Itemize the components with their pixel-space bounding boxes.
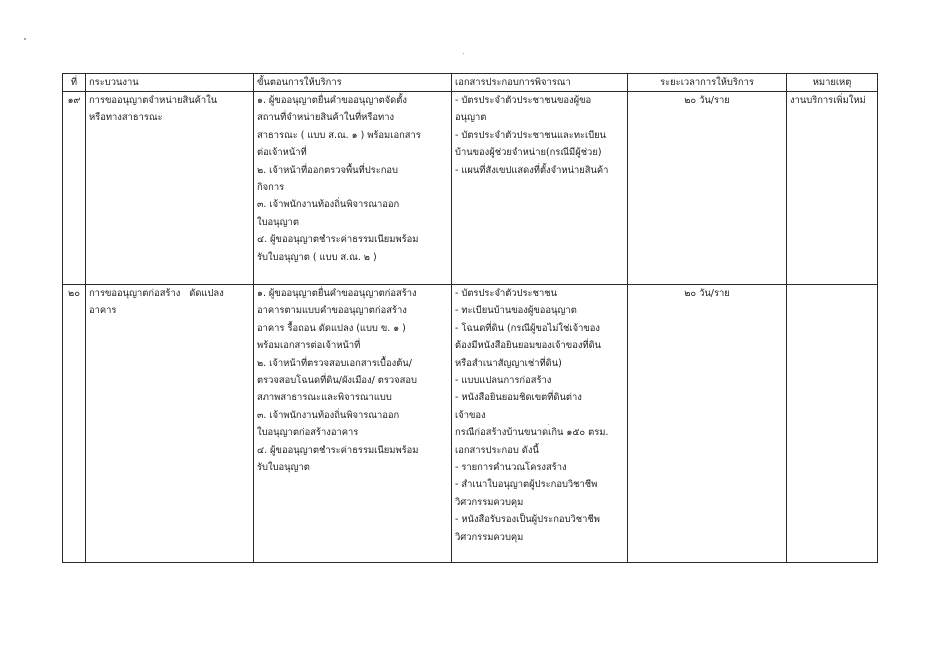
step-line: อาคาร รื้อถอน ดัดแปลง (แบบ ข. ๑ ) xyxy=(257,322,406,334)
documents-cell xyxy=(452,285,628,563)
scan-speck xyxy=(24,38,26,40)
process-line: การขออนุญาตจำหน่ายสินค้าใน xyxy=(89,95,218,106)
duration-cell: ๒๐ วัน/ราย xyxy=(628,92,787,285)
header-process: กระบวนงาน xyxy=(86,74,254,92)
process-line: การขออนุญาตก่อสร้าง ดัดแปลง xyxy=(89,288,224,299)
document-line: ต้องมีหนังสือยินยอมของเจ้าของที่ดิน xyxy=(455,340,602,352)
process-cell xyxy=(86,92,254,285)
steps-cell xyxy=(254,92,452,285)
step-line: อาคารตามแบบคำขออนุญาตก่อสร้าง xyxy=(257,305,407,317)
step-line: ตรวจสอบโฉนดที่ดิน/ผังเมือง/ ตรวจสอบ xyxy=(257,375,417,387)
table-header-row xyxy=(63,74,878,92)
document-line: - ทะเบียนบ้านของผู้ขออนุญาต xyxy=(455,305,577,317)
header-duration: ระยะเวลาการให้บริการ xyxy=(628,74,787,92)
step-line: รับใบอนุญาต xyxy=(257,462,310,474)
process-cell xyxy=(86,285,254,563)
step-line: ๓. เจ้าพนักงานท้องถิ่นพิจารณาออก xyxy=(257,199,400,211)
document-line: - สำเนาใบอนุญาตผู้ประกอบวิชาชีพ xyxy=(455,479,598,491)
step-line: กิจการ xyxy=(257,182,285,194)
step-line: สาธารณะ ( แบบ ส.ณ. ๑ ) พร้อมเอกสาร xyxy=(257,129,421,141)
note-cell: งานบริการเพิ่มใหม่ xyxy=(787,92,878,285)
document-line: หรือสำเนาสัญญาเช่าที่ดิน) xyxy=(455,357,562,369)
document-line: - แผนที่สังเขปแสดงที่ตั้งจำหน่ายสินค้า xyxy=(455,164,609,176)
document-line: - แบบแปลนการก่อสร้าง xyxy=(455,375,552,387)
row-number: ๑๙ xyxy=(63,92,86,285)
document-line: วิศวกรรมควบคุม xyxy=(455,496,524,508)
header-steps: ขั้นตอนการให้บริการ xyxy=(254,74,452,92)
step-line: ๒. เจ้าหน้าที่ออกตรวจพื้นที่ประกอบ xyxy=(257,164,399,176)
step-line: ๓. เจ้าพนักงานท้องถิ่นพิจารณาออก xyxy=(257,409,400,421)
step-line: ๔. ผู้ขออนุญาตชำระค่าธรรมเนียมพร้อม xyxy=(257,234,419,246)
step-line: รับใบอนุญาต ( แบบ ส.ณ. ๒ ) xyxy=(257,251,377,263)
step-line: ๒. เจ้าหน้าที่ตรวจสอบเอกสารเบื้องต้น/ xyxy=(257,357,412,369)
document-line: - บัตรประจำตัวประชาชน xyxy=(455,288,557,299)
document-line: - บัตรประจำตัวประชาชนและทะเบียน xyxy=(455,129,607,141)
document-line: - หนังสือยินยอมชิดเขตที่ดินต่าง xyxy=(455,392,582,404)
step-line: ๑. ผู้ขออนุญาตยื่นคำขออนุญาตก่อสร้าง xyxy=(257,288,417,299)
step-line: สถานที่จำหน่ายสินค้าในที่หรือทาง xyxy=(257,112,395,124)
steps-cell xyxy=(254,285,452,563)
document-line: กรณีก่อสร้างบ้านขนาดเกิน ๑๕๐ ตรม. xyxy=(455,427,609,439)
row-number: ๒๐ xyxy=(63,285,86,563)
document-line: บ้านของผู้ช่วยจำหน่าย(กรณีมีผู้ช่วย) xyxy=(455,147,602,159)
document-line: เอกสารประกอบ ดังนี้ xyxy=(455,444,539,456)
service-table xyxy=(62,73,878,563)
documents-cell xyxy=(452,92,628,285)
step-line: ๑. ผู้ขออนุญาตยื่นคำขออนุญาตจัดตั้ง xyxy=(257,95,407,106)
process-line: อาคาร xyxy=(89,305,117,317)
duration-cell: ๒๐ วัน/ราย xyxy=(628,285,787,563)
step-line: พร้อมเอกสารต่อเจ้าหน้าที่ xyxy=(257,340,361,352)
note-cell xyxy=(787,285,878,563)
document-line: - รายการคำนวณโครงสร้าง xyxy=(455,462,567,474)
document-line: - บัตรประจำตัวประชาชนของผู้ขอ xyxy=(455,95,592,106)
document-line: เจ้าของ xyxy=(455,409,486,421)
table-row xyxy=(63,92,878,285)
step-line: สภาพสาธารณะและพิจารณาแบบ xyxy=(257,392,392,404)
header-note: หมายเหตุ xyxy=(787,74,878,92)
process-line: หรือทางสาธารณะ xyxy=(89,112,163,124)
step-line: ๔. ผู้ขออนุญาตชำระค่าธรรมเนียมพร้อม xyxy=(257,444,419,456)
document-line: อนุญาต xyxy=(455,112,487,124)
header-no: ที่ xyxy=(63,74,86,92)
document-line: - หนังสือรับรองเป็นผู้ประกอบวิชาชีพ xyxy=(455,514,600,526)
document-line: วิศวกรรมควบคุม xyxy=(455,531,524,543)
table-row xyxy=(63,285,878,563)
scan-speck xyxy=(463,53,464,54)
header-documents: เอกสารประกอบการพิจารณา xyxy=(452,74,628,92)
step-line: ใบอนุญาต xyxy=(257,216,299,228)
step-line: ใบอนุญาตก่อสร้างอาคาร xyxy=(257,427,359,439)
step-line: ต่อเจ้าหน้าที่ xyxy=(257,147,307,159)
document-line: - โฉนดที่ดิน (กรณีผู้ขอไม่ใช่เจ้าของ xyxy=(455,322,600,334)
